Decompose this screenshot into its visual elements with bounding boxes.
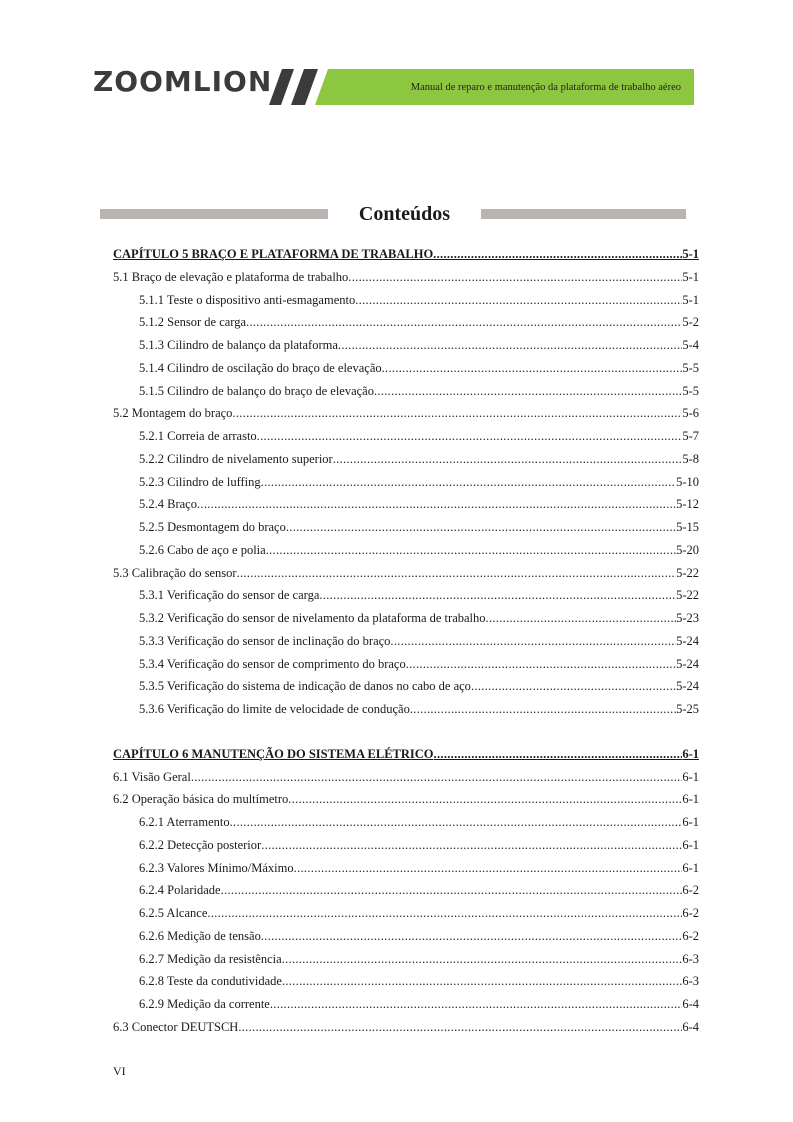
header-stripe-2 xyxy=(291,69,318,105)
dot-leader xyxy=(261,471,676,494)
dot-leader xyxy=(238,1016,682,1039)
toc-chapter-heading[interactable] xyxy=(113,743,699,766)
toc-entry[interactable] xyxy=(113,402,699,425)
header-stripe-1 xyxy=(269,69,294,105)
toc-entry-label: 5.2.3 Cilindro de luffing xyxy=(139,474,261,489)
toc-entry[interactable] xyxy=(113,493,699,516)
page-number: VI xyxy=(113,1064,126,1078)
toc-entry-label: 5.1.3 Cilindro de balanço da plataforma xyxy=(139,338,338,352)
toc-entry[interactable] xyxy=(113,289,699,312)
toc-entry[interactable] xyxy=(113,1016,699,1039)
dot-leader xyxy=(338,334,682,357)
toc-entry-label: 5.2.5 Desmontagem do braço xyxy=(139,520,286,534)
toc-entry[interactable] xyxy=(113,380,699,403)
toc-page-number: 5-5 xyxy=(682,383,699,398)
toc-entry-label: 5.3.4 Verificação do sensor de comprimento do braço xyxy=(139,656,406,671)
toc-page-number: 5-22 xyxy=(676,588,699,603)
dot-leader xyxy=(434,743,683,766)
toc-entry[interactable] xyxy=(113,334,699,357)
dot-leader xyxy=(230,811,683,834)
toc-entry[interactable] xyxy=(113,448,699,471)
dot-leader xyxy=(390,630,676,653)
dot-leader xyxy=(191,766,683,789)
toc-entry-label: 6.2.1 Aterramento xyxy=(139,815,230,829)
toc-page-number: 5-6 xyxy=(682,406,699,421)
toc-chapter-heading[interactable] xyxy=(113,243,699,266)
dot-leader xyxy=(355,289,682,312)
toc-page-number: 5-1 xyxy=(682,269,699,284)
toc-entry[interactable] xyxy=(113,425,699,448)
toc-page-number: 5-1 xyxy=(682,292,699,307)
toc-page-number: 5-12 xyxy=(676,497,699,512)
toc-entry[interactable] xyxy=(113,562,699,585)
toc-page-number: 6-1 xyxy=(682,815,699,829)
toc-entry-label: 5.1.4 Cilindro de oscilação do braço de elevação xyxy=(139,360,382,375)
toc-entry[interactable] xyxy=(113,539,699,562)
toc-entry[interactable] xyxy=(113,653,699,676)
toc-page-number: 5-1 xyxy=(682,247,699,261)
toc-chapter-title: CAPÍTULO 6 MANUTENÇÃO DO SISTEMA ELÉTRICO xyxy=(113,746,434,761)
toc-entry-label: 5.1 Braço de elevação e plataforma de trabalho xyxy=(113,269,349,284)
toc-entry[interactable] xyxy=(113,902,699,925)
toc-entry-label: 5.1.1 Teste o dispositivo anti-esmagamento xyxy=(139,292,356,307)
toc-entry-label: 6.2.4 Polaridade xyxy=(139,883,221,898)
toc-page-number: 5-15 xyxy=(676,520,699,534)
toc-page-number: 6-2 xyxy=(682,883,699,898)
toc-page-number: 6-1 xyxy=(682,860,699,875)
toc-page-number: 6-3 xyxy=(682,951,699,966)
toc-page-number: 5-24 xyxy=(676,633,699,648)
page-title: Conteúdos xyxy=(358,203,451,225)
toc-entry[interactable] xyxy=(113,471,699,494)
toc-entry[interactable] xyxy=(113,970,699,993)
toc-entry-label: 5.3.3 Verificação do sensor de inclinação do braço xyxy=(139,633,391,648)
toc-entry[interactable] xyxy=(113,834,699,857)
toc-page-number: 6-1 xyxy=(682,746,699,761)
dot-leader xyxy=(319,584,676,607)
toc-entry-label: 6.2.3 Valores Mínimo/Máximo xyxy=(139,860,294,875)
toc-entry-label: 6.2.7 Medição da resistência xyxy=(139,951,282,966)
dot-leader xyxy=(374,380,682,403)
toc-entry[interactable] xyxy=(113,925,699,948)
toc-page-number: 6-3 xyxy=(682,974,699,989)
toc-entry-label: 5.2.2 Cilindro de nivelamento superior xyxy=(139,451,333,466)
toc-entry-label: 6.2.2 Detecção posterior xyxy=(139,837,262,852)
toc-entry-label: 6.1 Visão Geral xyxy=(113,769,191,784)
toc-entry-label: 5.3 Calibração do sensor xyxy=(113,565,237,580)
toc-entry[interactable] xyxy=(113,811,699,834)
dot-leader xyxy=(246,311,682,334)
toc-entry[interactable] xyxy=(113,357,699,380)
toc-entry-label: 5.2.4 Braço xyxy=(139,497,197,512)
toc-entry-label: 5.2.1 Correia de arrasto xyxy=(139,429,257,443)
dot-leader xyxy=(221,879,683,902)
toc-entry[interactable] xyxy=(113,993,699,1016)
dot-leader xyxy=(288,788,682,811)
toc-page-number: 6-2 xyxy=(682,928,699,943)
toc-page-number: 5-5 xyxy=(682,360,699,375)
toc-page-number: 6-1 xyxy=(682,837,699,852)
toc-entry[interactable] xyxy=(113,266,699,289)
toc-entry-label: 6.2.5 Alcance xyxy=(139,906,208,920)
toc-entry[interactable] xyxy=(113,857,699,880)
dot-leader xyxy=(282,970,682,993)
toc-entry-label: 5.3.1 Verificação do sensor de carga xyxy=(139,588,320,603)
toc-entry[interactable] xyxy=(113,698,699,721)
toc-entry-label: 5.2 Montagem do braço xyxy=(113,406,233,421)
title-rule-left xyxy=(100,209,328,219)
toc-page-number: 6-4 xyxy=(682,1019,699,1034)
toc-entry[interactable] xyxy=(113,584,699,607)
toc-entry-label: 5.2.6 Cabo de aço e polia xyxy=(139,542,266,557)
dot-leader xyxy=(232,402,682,425)
toc-entry-label: 6.2.9 Medição da corrente xyxy=(139,997,270,1011)
dot-leader xyxy=(286,516,676,539)
toc-entry[interactable] xyxy=(113,516,699,539)
dot-leader xyxy=(197,493,676,516)
toc-page-number: 5-7 xyxy=(682,429,699,443)
toc-entry[interactable] xyxy=(113,948,699,971)
toc-page-number: 5-20 xyxy=(676,542,699,557)
toc-entry-label: 6.3 Conector DEUTSCH xyxy=(113,1019,239,1034)
dot-leader xyxy=(294,857,683,880)
dot-leader xyxy=(406,653,676,676)
toc-page-number: 5-24 xyxy=(676,656,699,671)
chapter-5-entries xyxy=(113,266,699,721)
toc-entry-label: 6.2 Operação básica do multímetro xyxy=(113,792,289,807)
toc-page-number: 5-2 xyxy=(682,315,699,330)
manual-title: Manual de reparo e manutenção da plataforma de trabalho aéreo xyxy=(410,82,681,93)
dot-leader xyxy=(261,834,682,857)
toc-entry[interactable] xyxy=(113,311,699,334)
toc-entry[interactable] xyxy=(113,766,699,789)
toc-entry-label: 5.3.2 Verificação do sensor de nivelamento da plataforma de trabalho xyxy=(139,611,486,625)
toc-page-number: 5-4 xyxy=(682,338,699,352)
toc-entry[interactable] xyxy=(113,675,699,698)
toc-page-number: 5-25 xyxy=(676,702,699,716)
toc-page-number: 5-23 xyxy=(676,611,699,625)
table-of-contents xyxy=(113,243,699,1039)
dot-leader xyxy=(207,902,682,925)
toc-entry[interactable] xyxy=(113,607,699,630)
toc-page-number: 5-24 xyxy=(676,679,699,694)
dot-leader xyxy=(471,675,676,698)
dot-leader xyxy=(257,425,683,448)
dot-leader xyxy=(237,562,677,585)
toc-entry[interactable] xyxy=(113,630,699,653)
dot-leader xyxy=(270,993,682,1016)
dot-leader xyxy=(382,357,683,380)
toc-entry-label: 6.2.8 Teste da condutividade xyxy=(139,974,282,989)
toc-entry[interactable] xyxy=(113,879,699,902)
dot-leader xyxy=(282,948,683,971)
toc-entry[interactable] xyxy=(113,788,699,811)
toc-page-number: 6-1 xyxy=(682,792,699,807)
toc-entry-label: 6.2.6 Medição de tensão xyxy=(139,928,261,943)
toc-page-number: 6-4 xyxy=(682,997,699,1011)
dot-leader xyxy=(348,266,682,289)
dot-leader xyxy=(486,607,677,630)
dot-leader xyxy=(333,448,683,471)
brand-logo: ZOOMLION xyxy=(93,65,273,98)
toc-chapter-title: CAPÍTULO 5 BRAÇO E PLATAFORMA DE TRABALHO xyxy=(113,247,434,261)
dot-leader xyxy=(433,243,682,266)
toc-page-number: 5-8 xyxy=(682,451,699,466)
toc-entry-label: 5.3.5 Verificação do sistema de indicação de danos no cabo de aço xyxy=(139,679,471,694)
toc-entry-label: 5.1.5 Cilindro de balanço do braço de elevação xyxy=(139,383,374,398)
chapter-6-entries xyxy=(113,766,699,1039)
toc-page-number: 5-10 xyxy=(676,474,699,489)
toc-entry-label: 5.1.2 Sensor de carga xyxy=(139,315,247,330)
dot-leader xyxy=(410,698,676,721)
toc-page-number: 6-2 xyxy=(682,906,699,920)
toc-entry-label: 5.3.6 Verificação do limite de velocidade de condução xyxy=(139,702,410,716)
dot-leader xyxy=(261,925,682,948)
toc-page-number: 6-1 xyxy=(682,769,699,784)
toc-page-number: 5-22 xyxy=(676,565,699,580)
title-rule-right xyxy=(481,209,686,219)
dot-leader xyxy=(266,539,676,562)
